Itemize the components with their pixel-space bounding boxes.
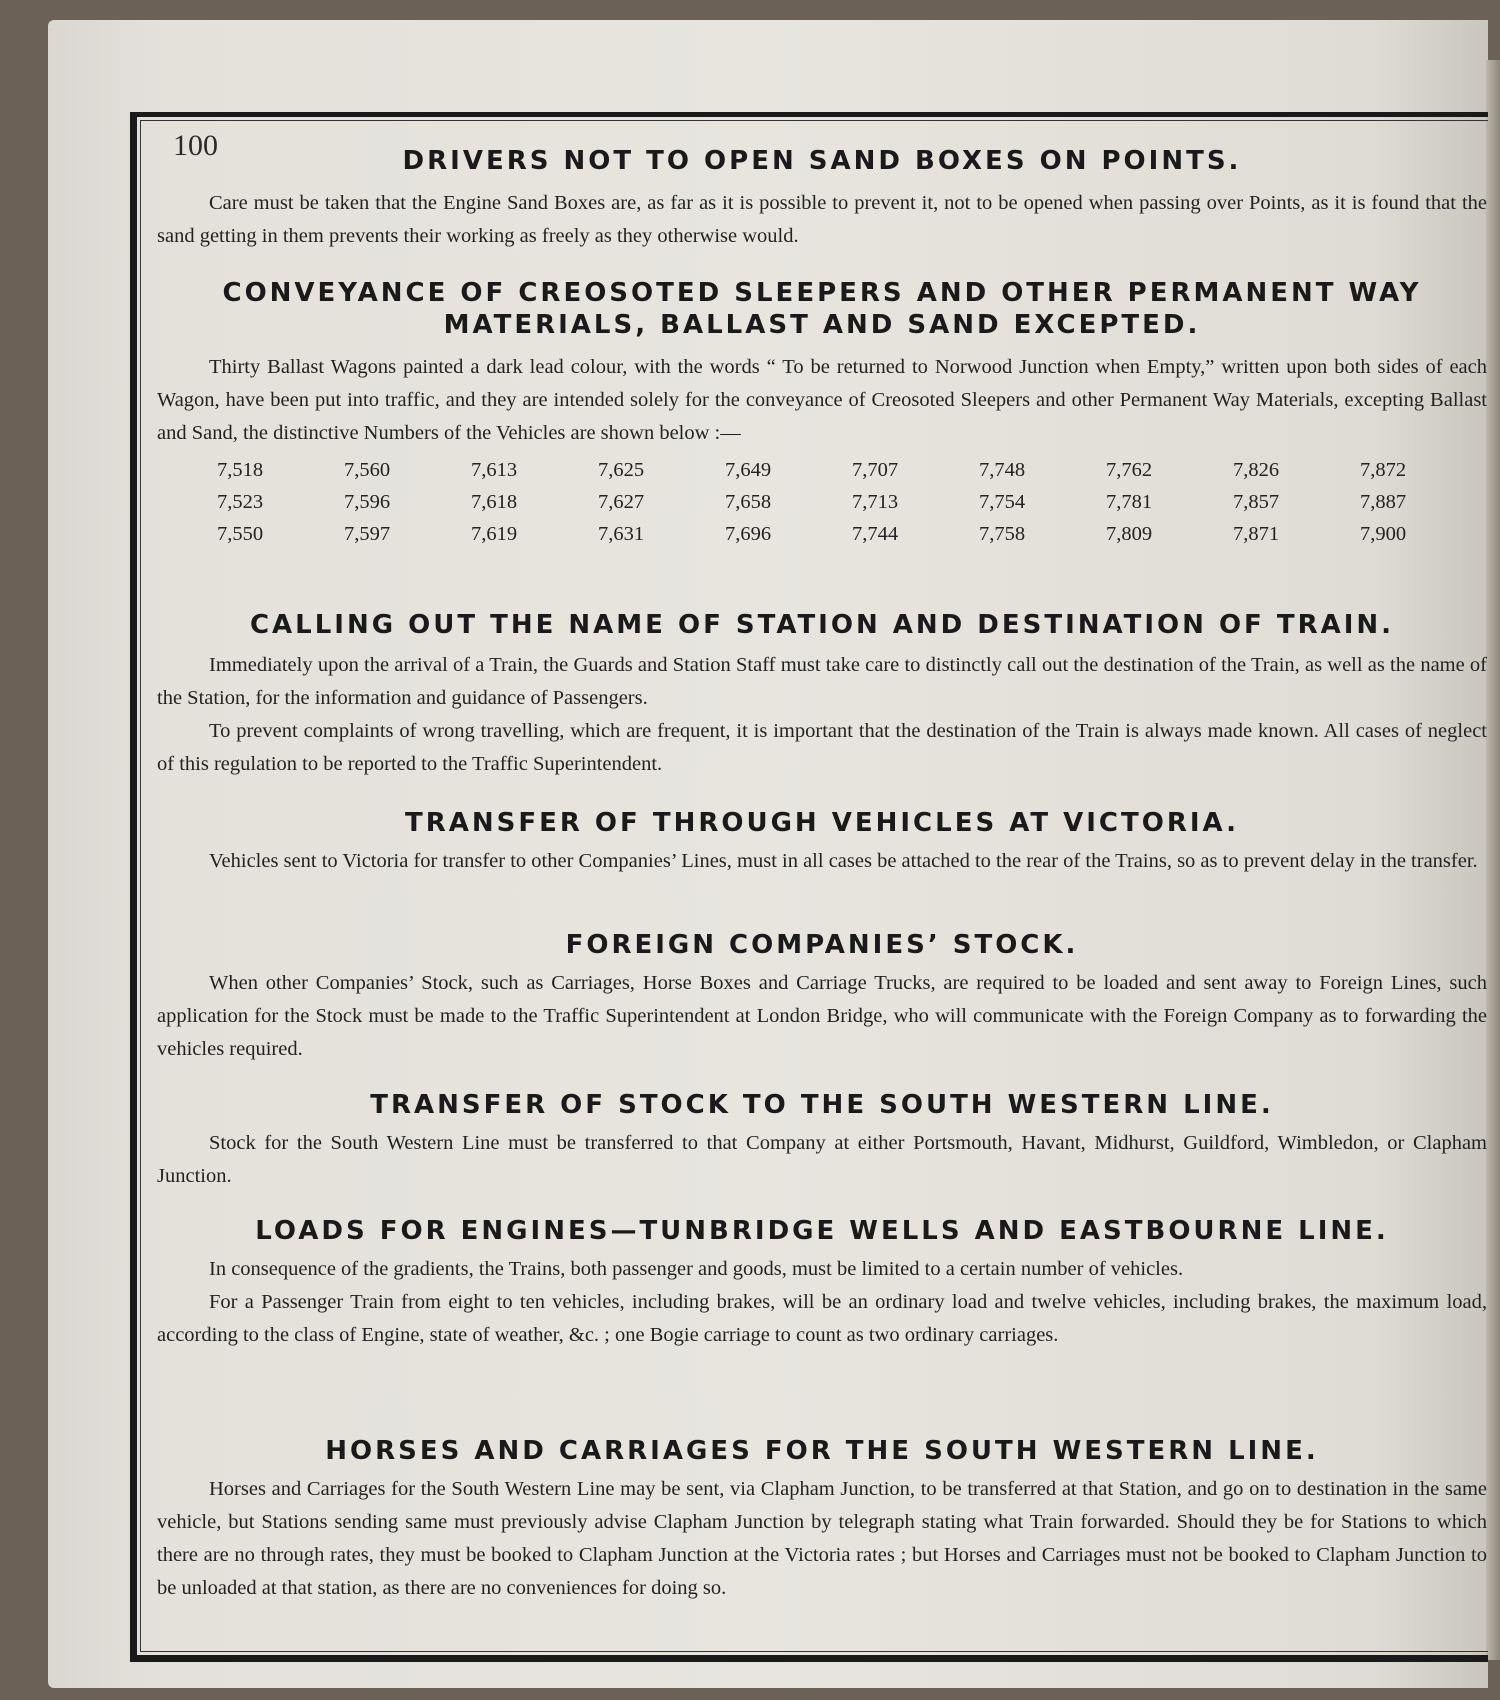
vehicle-numbers-table	[217, 454, 1487, 550]
vehicle-number: 7,618	[471, 491, 518, 513]
vehicle-number: 7,872	[1360, 459, 1407, 481]
page-frame	[130, 112, 1488, 1662]
section-title-line1: CONVEYANCE OF CREOSOTED SLEEPERS AND OTHER PERMANENT WAY	[222, 278, 1422, 308]
section-title: FOREIGN COMPANIES’ STOCK.	[565, 930, 1079, 960]
vehicle-number: 7,619	[471, 523, 518, 545]
section-paragraph: Immediately upon the arrival of a Train, the Guards and Station Staff must take care to distinctly call out the destination of the Train, as well as the name of the Station, for the information and guidance of Passengers.	[157, 654, 1487, 709]
page-number: 100	[173, 129, 218, 162]
section-paragraph: When other Companies’ Stock, such as Carriages, Horse Boxes and Carriage Trucks, are required to be loaded and sent away to Foreign Lines, such application for the Stock must be made to the Traffic Superintendent at London Bridge, who will communicate with the Foreign Company as to forwarding the vehicles required.	[157, 972, 1487, 1060]
vehicle-number: 7,744	[852, 523, 899, 545]
vehicle-number: 7,857	[1233, 491, 1280, 513]
vehicle-number: 7,631	[598, 523, 645, 545]
vehicle-number: 7,658	[725, 491, 772, 513]
vehicle-number: 7,900	[1360, 523, 1407, 545]
section-foreign-stock	[157, 929, 1487, 1066]
vehicle-number: 7,758	[979, 523, 1026, 545]
vehicle-number: 7,560	[344, 459, 391, 481]
section-loads-for-engines	[157, 1215, 1487, 1352]
vehicle-number: 7,596	[344, 491, 391, 513]
vehicle-number: 7,887	[1360, 491, 1407, 513]
section-sand-boxes	[157, 145, 1487, 253]
vehicle-number: 7,627	[598, 491, 645, 513]
section-paragraph: In consequence of the gradients, the Trains, both passenger and goods, must be limited to a certain number of vehicles.	[209, 1258, 1184, 1280]
section-title: TRANSFER OF STOCK TO THE SOUTH WESTERN LINE.	[370, 1090, 1274, 1120]
section-title: HORSES AND CARRIAGES FOR THE SOUTH WESTERN LINE.	[325, 1436, 1319, 1466]
section-horses-carriages	[157, 1435, 1487, 1605]
vehicle-number: 7,809	[1106, 523, 1153, 545]
section-paragraph: Vehicles sent to Victoria for transfer to other Companies’ Lines, must in all cases be attached to the rear of the Trains, so as to prevent delay in the transfer.	[209, 850, 1478, 872]
vehicle-number: 7,649	[725, 459, 772, 481]
vehicle-number: 7,713	[852, 491, 899, 513]
vehicle-number: 7,613	[471, 459, 518, 481]
vehicle-number: 7,748	[979, 459, 1026, 481]
vehicle-number: 7,696	[725, 523, 772, 545]
vehicle-number: 7,625	[598, 459, 645, 481]
vehicle-number: 7,523	[217, 491, 264, 513]
section-title: CALLING OUT THE NAME OF STATION AND DESTINATION OF TRAIN.	[249, 610, 1395, 640]
section-paragraph: Thirty Ballast Wagons painted a dark lead colour, with the words “ To be returned to Norwood Junction when Empty,” written upon both sides of each Wagon, have been put into traffic, and they are intended solely for the conveyance of Creosoted Sleepers and other Permanent Way Materials, excepting Ballast and Sand, the distinctive Numbers of the Vehicles are shown below :—	[157, 356, 1487, 444]
adjacent-page-edge	[1486, 60, 1500, 1660]
section-paragraph: Horses and Carriages for the South Western Line may be sent, via Clapham Junction, to be transferred at that Station, and go on to destination in the same vehicle, but Stations sending same must previously advise Clapham Junction by telegraph stating what Train forwarded. Should they be for Stations to which there are no through rates, they must be booked to Clapham Junction at the Victoria rates ; but Horses and Carriages must not be booked to Clapham Junction to be unloaded at that station, as there are no conveniences for doing so.	[157, 1478, 1487, 1599]
vehicle-number: 7,826	[1233, 459, 1280, 481]
vehicle-number: 7,762	[1106, 459, 1153, 481]
vehicle-number: 7,518	[217, 459, 264, 481]
section-stock-south-western	[157, 1089, 1487, 1193]
vehicle-number: 7,550	[217, 523, 264, 545]
section-paragraph: Stock for the South Western Line must be transferred to that Company at either Portsmouth, Havant, Midhurst, Guildford, Wimbledon, or Clapham Junction.	[157, 1132, 1487, 1187]
section-title-line2: MATERIALS, BALLAST AND SAND EXCEPTED.	[443, 310, 1201, 340]
section-title: DRIVERS NOT TO OPEN SAND BOXES ON POINTS.	[402, 146, 1242, 176]
section-paragraph: For a Passenger Train from eight to ten vehicles, including brakes, will be an ordinary load and twelve vehicles, including brakes, the maximum load, according to the class of Engine, state of weather, &c. ; one Bogie carriage to count as two ordinary carriages.	[157, 1291, 1487, 1346]
vehicle-number: 7,597	[344, 523, 391, 545]
section-paragraph: To prevent complaints of wrong travelling, which are frequent, it is important that the destination of the Train is always made known. All cases of neglect of this regulation to be reported to the Traffic Superintendent.	[157, 720, 1487, 775]
vehicle-number: 7,781	[1106, 491, 1153, 513]
vehicle-number: 7,871	[1233, 523, 1280, 545]
section-title: LOADS FOR ENGINES—TUNBRIDGE WELLS AND EASTBOURNE LINE.	[255, 1216, 1389, 1246]
vehicle-number: 7,707	[852, 459, 899, 481]
vehicle-number: 7,754	[979, 491, 1026, 513]
section-paragraph: Care must be taken that the Engine Sand Boxes are, as far as it is possible to prevent it, not to be opened when passing over Points, as it is found that the sand getting in them prevents their working as freely as they otherwise would.	[157, 192, 1487, 247]
section-through-vehicles-victoria	[157, 807, 1487, 878]
section-creosoted-sleepers	[157, 277, 1487, 550]
section-title: TRANSFER OF THROUGH VEHICLES AT VICTORIA.	[404, 808, 1240, 838]
section-calling-out-station	[157, 609, 1487, 781]
